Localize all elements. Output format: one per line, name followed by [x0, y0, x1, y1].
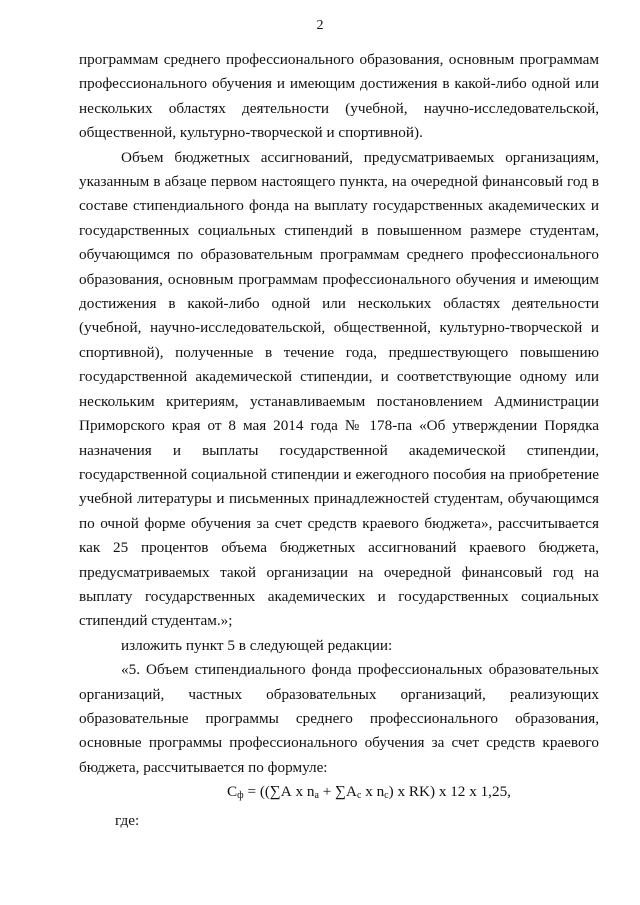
paragraph-budget-allocation: Объем бюджетных ассигнований, предусматриваемых организациям, указанным в абзаце первом настоящего пункта, на очередной финансовый год в составе стипендиального фонда на выплату государственных академических и государственных социальных стипендий в повышенном размере студентам, обучающимся по образовательным программам среднего профессионального образования, основным программам профессионального обучения и имеющим достижения в какой-либо одной или нескольких областях деятельности (учебной, научно-исследовательской, общественной, культурно-творческой и спортивной), полученные в течение года, предшествующего повышению государственной академической стипендии, и соответствующие одному или нескольким критериям, устанавливаемым постановлением Администрации Приморского края от 8 мая 2014 года № 178-па «Об утверждении Порядка назначения и выплаты государственной академической стипендии, государственной социальной стипендии и ежегодного пособия на приобретение учебной литературы и письменных принадлежностей студентам, обучающимся по очной форме обучения за счет средств краевого бюджета», рассчитывается как 25 процентов объема бюджетных ассигнований краевого бюджета, предусматриваемых такой организации на очередной финансовый год на выплату государственных академических и государственных социальных стипендий студентам.»;	[79, 148, 599, 630]
formula-lhs-subscript: ф	[237, 790, 244, 802]
paragraph-point-5: «5. Объем стипендиального фонда профессиональных образовательных организаций, частных образовательных организаций, реализующих образовательные программы среднего профессионального образования, основные программы профессионального обучения за счет средств краевого бюджета, рассчитывается по формуле:	[79, 661, 599, 776]
formula-part-2: + ∑А	[318, 783, 357, 801]
stipend-formula	[79, 780, 599, 804]
document-body	[79, 48, 599, 833]
formula-part-4: ) х RK) х 12 х 1,25,	[388, 783, 511, 801]
formula-lhs: С	[227, 783, 238, 801]
formula-subscript-a: а	[314, 790, 319, 802]
page-number: 2	[316, 18, 324, 33]
formula-part-3: х n	[361, 783, 385, 801]
formula-subscript-c2: с	[384, 790, 389, 802]
formula-part-1: = ((∑А х n	[243, 783, 315, 801]
where-label: где:	[115, 811, 140, 829]
paragraph-continuation: программам среднего профессионального образования, основным программам профессионального обучения и имеющим достижения в какой-либо одной или нескольких областях деятельности (учебной, научно-исследовательской, общественной, культурно-творческой и спортивной).	[79, 51, 599, 142]
paragraph-amendment-instruction: изложить пункт 5 в следующей редакции:	[121, 636, 393, 654]
formula-subscript-c1: с	[356, 790, 362, 802]
